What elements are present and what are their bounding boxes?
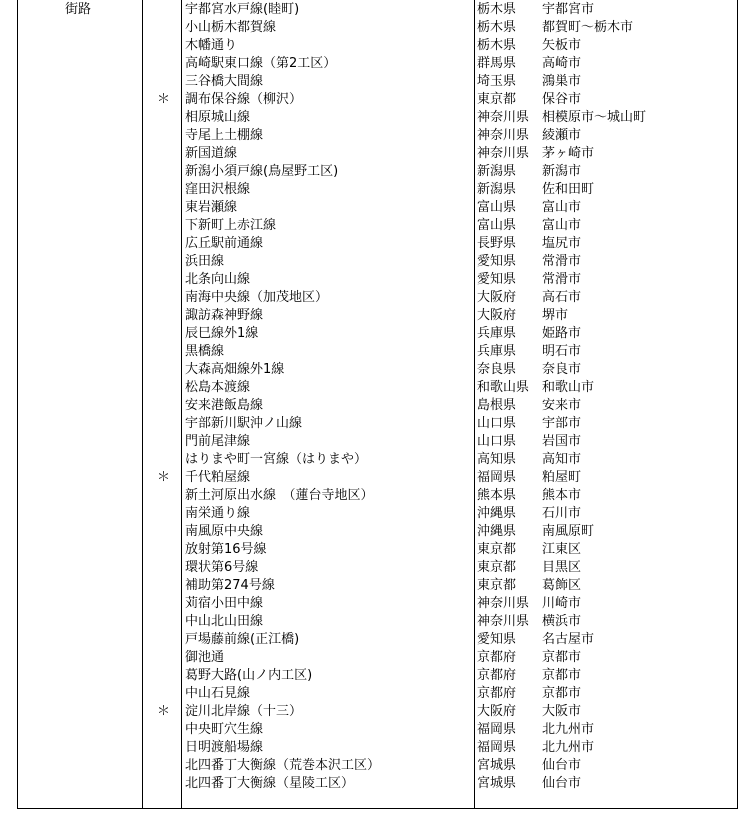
table-row xyxy=(17,757,738,775)
city: 北九州市 xyxy=(542,740,595,755)
city: 安来市 xyxy=(542,398,582,413)
table-row xyxy=(17,217,738,235)
prefecture: 愛知県 xyxy=(477,272,517,287)
table-row xyxy=(17,271,738,289)
city: 京都市 xyxy=(542,686,582,701)
road-name: 北条向山線 xyxy=(185,272,251,287)
road-name: 安来港飯島線 xyxy=(185,398,264,413)
prefecture: 埼玉県 xyxy=(477,74,517,89)
city: 常滑市 xyxy=(542,272,582,287)
prefecture: 福岡県 xyxy=(477,722,517,737)
prefecture: 神奈川県 xyxy=(477,614,530,629)
road-name: 東岩瀬線 xyxy=(185,200,238,215)
city: 都賀町～栃木市 xyxy=(542,20,634,35)
city: 目黒区 xyxy=(542,560,582,575)
table-row xyxy=(17,523,738,541)
table-row xyxy=(17,451,738,469)
prefecture: 愛知県 xyxy=(477,254,517,269)
table-row xyxy=(17,433,738,451)
road-name: 戸場藤前線(正江橋) xyxy=(185,632,300,647)
city: 茅ヶ崎市 xyxy=(542,146,595,161)
road-name: 窪田沢根線 xyxy=(185,182,251,197)
prefecture: 大阪府 xyxy=(477,308,517,323)
table-row xyxy=(17,55,738,73)
table-row xyxy=(17,361,738,379)
prefecture: 新潟県 xyxy=(477,182,517,197)
city: 姫路市 xyxy=(542,326,582,341)
road-name: 新国道線 xyxy=(185,146,238,161)
road-name: 広丘駅前通線 xyxy=(185,236,264,251)
table-row xyxy=(17,577,738,595)
prefecture: 栃木県 xyxy=(477,2,517,17)
road-name: 小山栃木都賀線 xyxy=(185,20,277,35)
table-row xyxy=(17,1,738,19)
table-row xyxy=(17,415,738,433)
road-name: 高崎駅東口線（第2工区） xyxy=(185,56,337,71)
city: 矢板市 xyxy=(542,38,582,53)
prefecture: 島根県 xyxy=(477,398,517,413)
table-row xyxy=(17,235,738,253)
road-name: 放射第16号線 xyxy=(185,542,267,557)
row-mark: ＊ xyxy=(157,704,171,719)
road-name: 新土河原出水線 （蓮台寺地区） xyxy=(185,488,374,503)
prefecture: 東京都 xyxy=(477,542,517,557)
city: 名古屋市 xyxy=(542,632,595,647)
table-row xyxy=(17,109,738,127)
prefecture: 熊本県 xyxy=(477,488,517,503)
road-name: 御池通 xyxy=(185,650,225,665)
road-name: 北四番丁大衡線（荒巻本沢工区） xyxy=(185,758,381,773)
prefecture: 富山県 xyxy=(477,218,517,233)
road-name: 大森高畑線外1線 xyxy=(185,362,285,377)
table-row xyxy=(17,595,738,613)
table-row xyxy=(17,613,738,631)
prefecture: 京都府 xyxy=(477,650,517,665)
table-row xyxy=(17,703,738,721)
city: 堺市 xyxy=(542,308,569,323)
road-name: 辰巳線外1線 xyxy=(185,326,259,341)
table-row xyxy=(17,397,738,415)
table-row xyxy=(17,631,738,649)
city: 京都市 xyxy=(542,668,582,683)
road-name: 南海中央線（加茂地区） xyxy=(185,290,329,305)
city: 仙台市 xyxy=(542,758,582,773)
prefecture: 高知県 xyxy=(477,452,517,467)
road-name: 北四番丁大衡線（星陵工区） xyxy=(185,776,355,791)
city: 仙台市 xyxy=(542,776,582,791)
prefecture: 群馬県 xyxy=(477,56,517,71)
road-name: 日明渡船場線 xyxy=(185,740,264,755)
road-name: 門前尾津線 xyxy=(185,434,251,449)
city: 富山市 xyxy=(542,200,582,215)
road-name: 相原城山線 xyxy=(185,110,251,125)
table-row xyxy=(17,343,738,361)
border-bottom xyxy=(17,808,738,809)
prefecture: 大阪府 xyxy=(477,290,517,305)
city: 常滑市 xyxy=(542,254,582,269)
table-row xyxy=(17,469,738,487)
road-name: 調布保谷線（柳沢） xyxy=(185,92,303,107)
prefecture: 福岡県 xyxy=(477,470,517,485)
prefecture: 長野県 xyxy=(477,236,517,251)
table-row xyxy=(17,289,738,307)
prefecture: 京都府 xyxy=(477,668,517,683)
city: 相模原市～城山町 xyxy=(542,110,647,125)
prefecture: 神奈川県 xyxy=(477,110,530,125)
prefecture: 福岡県 xyxy=(477,740,517,755)
road-name: 黒橋線 xyxy=(185,344,225,359)
road-name: 寺尾上土棚線 xyxy=(185,128,264,143)
city: 宇部市 xyxy=(542,416,582,431)
road-name: 補助第274号線 xyxy=(185,578,275,593)
category-label: 街路 xyxy=(65,2,92,17)
road-name: 苅宿小田中線 xyxy=(185,596,264,611)
road-name: 木幡通り xyxy=(185,38,238,53)
road-name: 環状第6号線 xyxy=(185,560,259,575)
city: 南風原町 xyxy=(542,524,595,539)
prefecture: 新潟県 xyxy=(477,164,517,179)
road-name: 宇都宮水戸線(睦町) xyxy=(185,2,300,17)
city: 明石市 xyxy=(542,344,582,359)
prefecture: 神奈川県 xyxy=(477,128,530,143)
road-name: 諏訪森神野線 xyxy=(185,308,264,323)
city: 綾瀬市 xyxy=(542,128,582,143)
city: 宇都宮市 xyxy=(542,2,595,17)
table-row xyxy=(17,487,738,505)
city: 川崎市 xyxy=(542,596,582,611)
city: 和歌山市 xyxy=(542,380,595,395)
prefecture: 東京都 xyxy=(477,578,517,593)
city: 粕屋町 xyxy=(542,470,582,485)
prefecture: 沖縄県 xyxy=(477,524,517,539)
table-row xyxy=(17,775,738,793)
city: 新潟市 xyxy=(542,164,582,179)
table-row xyxy=(17,685,738,703)
prefecture: 東京都 xyxy=(477,92,517,107)
road-name: 下新町上赤江線 xyxy=(185,218,277,233)
prefecture: 富山県 xyxy=(477,200,517,215)
table-row xyxy=(17,91,738,109)
table-row xyxy=(17,145,738,163)
city: 石川市 xyxy=(542,506,582,521)
city: 高知市 xyxy=(542,452,582,467)
prefecture: 栃木県 xyxy=(477,38,517,53)
prefecture: 東京都 xyxy=(477,560,517,575)
table-row xyxy=(17,199,738,217)
prefecture: 山口県 xyxy=(477,434,517,449)
city: 横浜市 xyxy=(542,614,582,629)
prefecture: 兵庫県 xyxy=(477,326,517,341)
prefecture: 神奈川県 xyxy=(477,146,530,161)
road-name: 浜田線 xyxy=(185,254,225,269)
city: 江東区 xyxy=(542,542,582,557)
road-name: 中央町穴生線 xyxy=(185,722,264,737)
prefecture: 京都府 xyxy=(477,686,517,701)
road-name: 南風原中央線 xyxy=(185,524,264,539)
city: 北九州市 xyxy=(542,722,595,737)
prefecture: 兵庫県 xyxy=(477,344,517,359)
city: 奈良市 xyxy=(542,362,582,377)
table-row xyxy=(17,559,738,577)
prefecture: 大阪府 xyxy=(477,704,517,719)
road-name: はりまや町一宮線（はりまや） xyxy=(185,452,368,467)
road-name: 南栄通り線 xyxy=(185,506,251,521)
road-name: 中山北山田線 xyxy=(185,614,264,629)
table-row xyxy=(17,307,738,325)
city: 熊本市 xyxy=(542,488,582,503)
table-row xyxy=(17,181,738,199)
prefecture: 山口県 xyxy=(477,416,517,431)
prefecture: 沖縄県 xyxy=(477,506,517,521)
prefecture: 奈良県 xyxy=(477,362,517,377)
city: 佐和田町 xyxy=(542,182,595,197)
table-row xyxy=(17,721,738,739)
city: 京都市 xyxy=(542,650,582,665)
prefecture: 神奈川県 xyxy=(477,596,530,611)
city: 岩国市 xyxy=(542,434,582,449)
table-row xyxy=(17,739,738,757)
road-name: 三谷橋大間線 xyxy=(185,74,264,89)
prefecture: 宮城県 xyxy=(477,758,517,773)
city: 高崎市 xyxy=(542,56,582,71)
road-name: 宇部新川駅沖ノ山線 xyxy=(185,416,303,431)
table-row xyxy=(17,505,738,523)
table-row xyxy=(17,19,738,37)
table-row xyxy=(17,253,738,271)
road-name: 千代粕屋線 xyxy=(185,470,251,485)
prefecture: 栃木県 xyxy=(477,20,517,35)
table-row xyxy=(17,325,738,343)
table-row xyxy=(17,73,738,91)
road-name: 葛野大路(山ノ内工区) xyxy=(185,668,313,683)
table-row xyxy=(17,541,738,559)
table-row xyxy=(17,163,738,181)
table-row xyxy=(17,649,738,667)
prefecture: 愛知県 xyxy=(477,632,517,647)
city: 葛飾区 xyxy=(542,578,582,593)
road-name: 松島本渡線 xyxy=(185,380,251,395)
road-name: 新潟小須戸線(鳥屋野工区) xyxy=(185,164,339,179)
road-project-table xyxy=(17,0,738,809)
road-name: 淀川北岸線（十三） xyxy=(185,704,303,719)
city: 塩尻市 xyxy=(542,236,582,251)
table-row xyxy=(17,379,738,397)
table-row xyxy=(17,37,738,55)
city: 富山市 xyxy=(542,218,582,233)
prefecture: 宮城県 xyxy=(477,776,517,791)
table-row xyxy=(17,127,738,145)
table-row xyxy=(17,667,738,685)
city: 鴻巣市 xyxy=(542,74,582,89)
prefecture: 和歌山県 xyxy=(477,380,530,395)
row-mark: ＊ xyxy=(157,92,171,107)
row-mark: ＊ xyxy=(157,470,171,485)
road-name: 中山石見線 xyxy=(185,686,251,701)
city: 大阪市 xyxy=(542,704,582,719)
city: 保谷市 xyxy=(542,92,582,107)
city: 高石市 xyxy=(542,290,582,305)
